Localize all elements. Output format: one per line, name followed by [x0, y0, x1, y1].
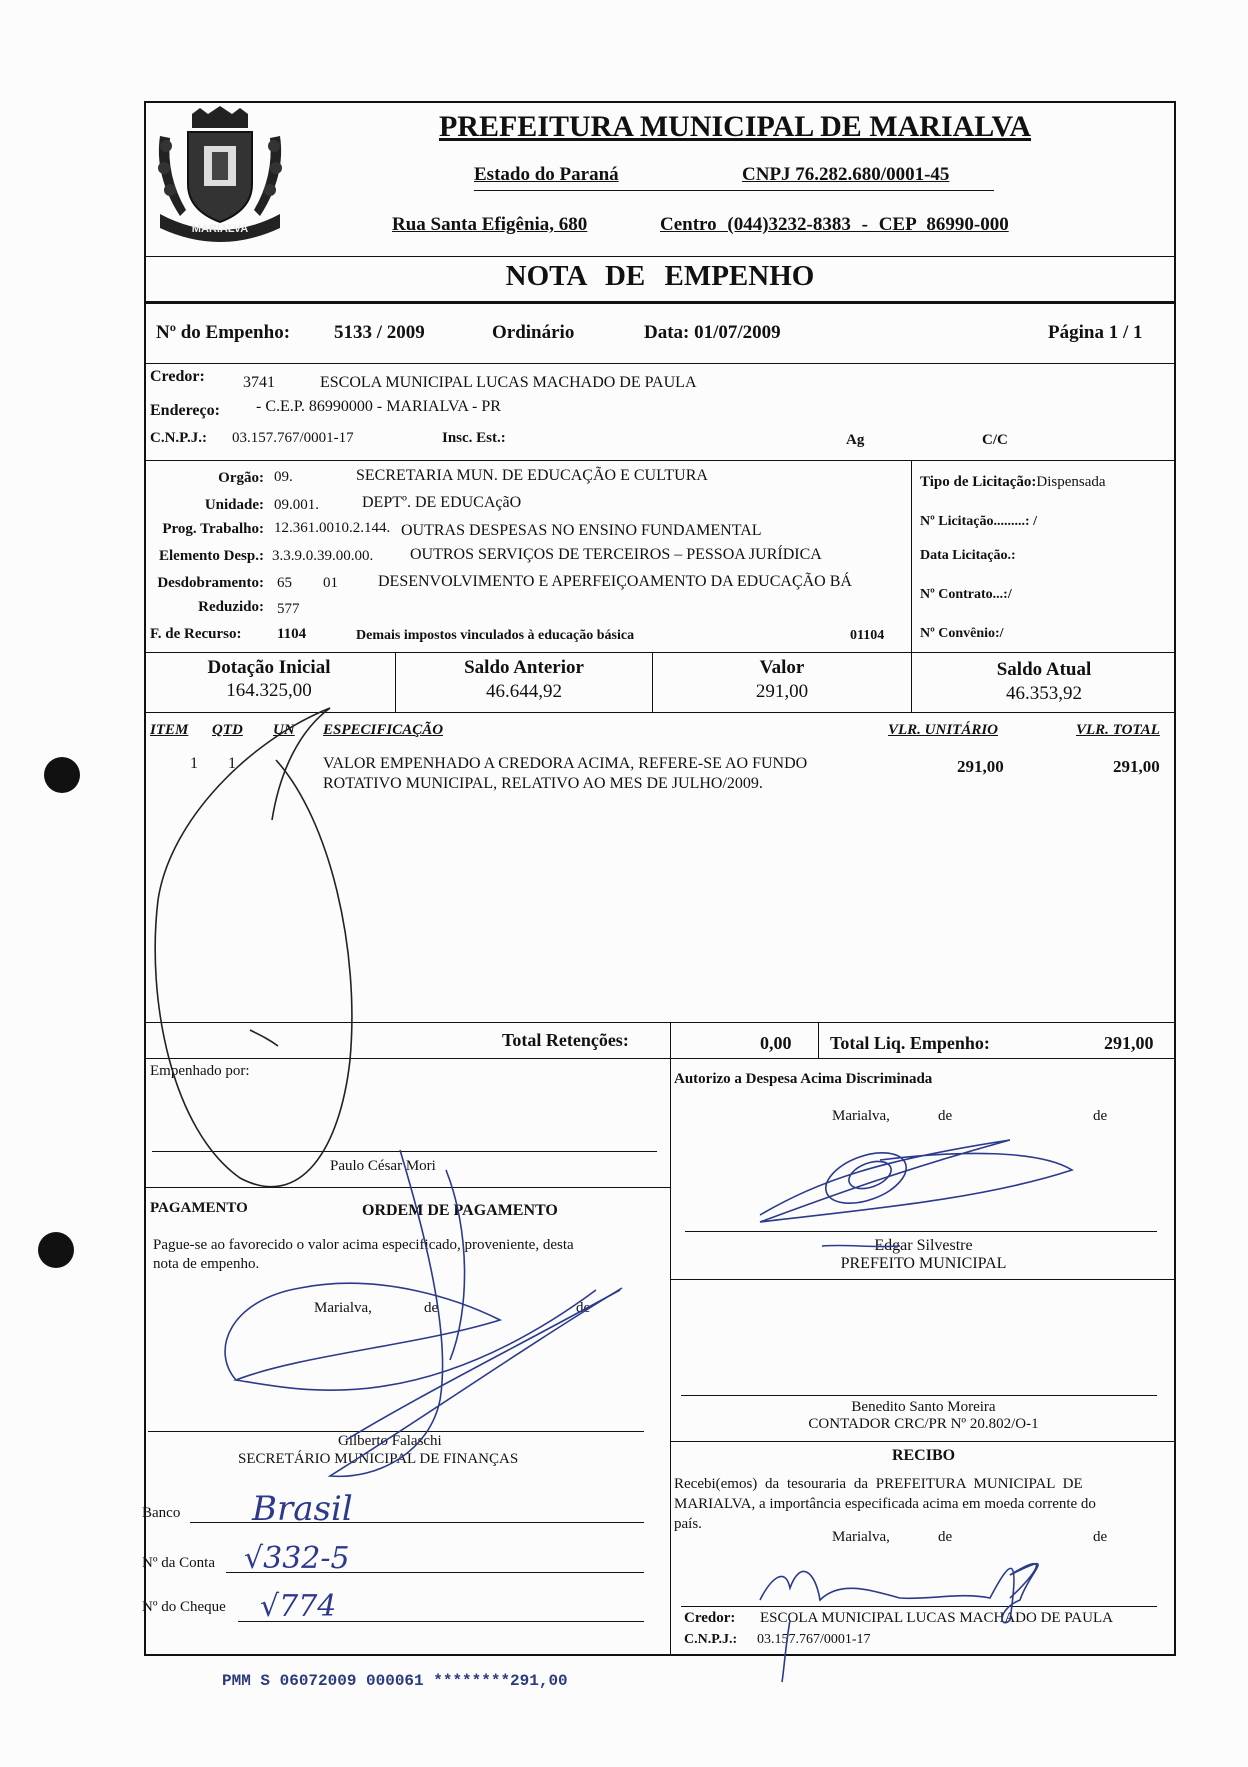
data-licitacao: Data Licitação.:: [920, 548, 1016, 563]
empenho-date: Data: 01/07/2009: [644, 322, 781, 343]
recibo-text3: país.: [674, 1516, 702, 1532]
pagamento-city: Marialva,: [314, 1300, 372, 1316]
svg-text:MARIALVA: MARIALVA: [191, 223, 249, 235]
ag-label: Ag: [846, 432, 865, 448]
num-convenio: Nº Convênio:/: [920, 626, 1004, 641]
recibo-text2: MARIALVA, a importância especificada acima em moeda corrente do: [674, 1496, 1096, 1512]
item-qtd: 1: [228, 755, 236, 772]
dotacao-value: 164.325,00: [226, 680, 312, 701]
valor-label: Valor: [759, 657, 805, 678]
num-contrato: Nº Contrato...:/: [920, 587, 1012, 602]
autorizo-label: Autorizo a Despesa Acima Discriminada: [674, 1071, 933, 1087]
doc-title: NOTA DE EMPENHO: [505, 260, 815, 292]
total-liq-value: 291,00: [1104, 1033, 1154, 1053]
orgao-name: SECRETARIA MUN. DE EDUCAÇÃO E CULTURA: [356, 467, 708, 484]
pagamento-text1: Pague-se ao favorecido o valor acima especificado, proveniente, desta: [153, 1237, 574, 1253]
prog-name: OUTRAS DESPESAS NO ENSINO FUNDAMENTAL: [401, 522, 762, 539]
desd-name: DESENVOLVIMENTO E APERFEIÇOAMENTO DA EDUCAÇÃO BÁ: [378, 573, 852, 590]
prog-label: Prog. Trabalho:: [162, 521, 264, 537]
reduzido-code: 577: [277, 601, 300, 617]
page-number: Página 1 / 1: [1048, 322, 1143, 343]
cheque-label: Nº do Cheque: [142, 1599, 226, 1615]
total-retencoes-label: Total Retenções:: [502, 1030, 629, 1050]
recibo-city: Marialva,: [832, 1529, 890, 1545]
page-title: PREFEITURA MUNICIPAL DE MARIALVA: [438, 110, 1032, 143]
municipal-crest-logo: [150, 106, 290, 254]
unidade-code: 09.001.: [274, 497, 319, 513]
credor-address: - C.E.P. 86990000 - MARIALVA - PR: [256, 398, 501, 415]
empenho-kind: Ordinário: [492, 322, 575, 343]
pagamento-label: PAGAMENTO: [150, 1200, 248, 1216]
punch-hole-top: [44, 757, 80, 793]
col-qtd: QTD: [212, 722, 243, 738]
autorizo-city: Marialva,: [832, 1108, 890, 1124]
credor-name: ESCOLA MUNICIPAL LUCAS MACHADO DE PAULA: [320, 374, 697, 391]
col-total: VLR. TOTAL: [1076, 722, 1160, 738]
empenhado-label: Empenhado por:: [150, 1063, 250, 1079]
cnpj-label: C.N.P.J.:: [150, 430, 207, 446]
conta-label: Nº da Conta: [142, 1555, 215, 1571]
recibo-cnpj-label: C.N.P.J.:: [684, 1632, 738, 1647]
unidade-label: Unidade:: [204, 497, 264, 513]
district-phone-cep: Centro (044)3232-8383 - CEP 86990-000: [660, 214, 1009, 235]
desd-code: 65: [277, 575, 292, 591]
svg-text:√332-5: √332-5: [244, 1541, 350, 1576]
insc-label: Insc. Est.:: [442, 430, 506, 446]
reduzido-label: Reduzido:: [198, 599, 264, 615]
total-liq-label: Total Liq. Empenho:: [830, 1033, 990, 1053]
recibo-title: RECIBO: [891, 1447, 956, 1464]
contador-name: Benedito Santo Moreira: [851, 1399, 996, 1415]
punch-hole-bottom: [38, 1232, 74, 1268]
recibo-credor-name: ESCOLA MUNICIPAL LUCAS MACHADO DE PAULA: [760, 1610, 1113, 1626]
ordem-pagamento-label: ORDEM DE PAGAMENTO: [362, 1202, 558, 1219]
desd-label: Desdobramento:: [157, 575, 264, 591]
elem-name: OUTROS SERVIÇOS DE TERCEIROS – PESSOA JURÍDICA: [410, 546, 822, 563]
empenhado-name: Paulo César Mori: [330, 1158, 436, 1174]
cnpj-header: CNPJ 76.282.680/0001-45: [742, 164, 950, 185]
item-unit-value: 291,00: [957, 757, 1004, 776]
pagamento-text2: nota de empenho.: [153, 1256, 260, 1272]
col-un: UN: [273, 722, 295, 738]
empenho-label: Nº do Empenho:: [156, 322, 291, 343]
col-unit: VLR. UNITÁRIO: [888, 722, 999, 738]
num-licitacao: Nº Licitação.........: /: [920, 514, 1037, 529]
empenho-number: 5133 / 2009: [334, 322, 425, 343]
recibo-cnpj: 03.157.767/0001-17: [757, 1632, 871, 1647]
orgao-label: Orgão:: [218, 470, 264, 486]
item-number: 1: [190, 755, 198, 772]
item-total-value: 291,00: [1113, 757, 1160, 776]
address-label: Rua Santa Efigênia, 680: [392, 214, 588, 235]
elem-code: 3.3.9.0.39.00.00.: [272, 548, 374, 564]
item-spec-line1: VALOR EMPENHADO A CREDORA ACIMA, REFERE-SE AO FUNDO: [323, 755, 808, 772]
credor-cnpj: 03.157.767/0001-17: [232, 430, 354, 446]
saldo-anterior-label: Saldo Anterior: [464, 657, 584, 678]
pagamento-signer: Gilberto Falaschi: [338, 1433, 442, 1449]
unidade-name: DEPTº. DE EDUCAçãO: [362, 494, 522, 511]
cc-label: C/C: [982, 432, 1008, 448]
recurso-code: 1104: [277, 626, 307, 642]
saldo-anterior-value: 46.644,92: [486, 681, 562, 702]
print-stamp: PMM S 06072009 000061 ********291,00: [222, 1672, 568, 1690]
desd-sub: 01: [323, 575, 338, 591]
recurso-name: Demais impostos vinculados à educação básica: [356, 628, 635, 643]
recibo-credor-label: Credor:: [684, 1610, 736, 1626]
autorizo-de2: de: [1093, 1108, 1108, 1124]
col-item: ITEM: [150, 722, 189, 738]
pagamento-de2: de: [576, 1300, 591, 1316]
contador-role: CONTADOR CRC/PR Nº 20.802/O-1: [808, 1416, 1039, 1432]
credor-code: 3741: [243, 374, 275, 391]
elem-label: Elemento Desp.:: [159, 548, 264, 564]
banco-label: Banco: [142, 1505, 181, 1521]
total-retencoes-value: 0,00: [760, 1033, 792, 1053]
recibo-de2: de: [1093, 1529, 1108, 1545]
pagamento-de1: de: [424, 1300, 439, 1316]
address-field-label: Endereço:: [150, 402, 220, 419]
svg-text:√774: √774: [260, 1589, 337, 1624]
tipo-licitacao: Tipo de Licitação:Dispensada: [920, 474, 1106, 490]
orgao-code: 09.: [274, 469, 293, 485]
saldo-atual-label: Saldo Atual: [996, 659, 1092, 680]
recurso-label: F. de Recurso:: [150, 626, 242, 642]
credor-label: Credor:: [150, 368, 205, 385]
prog-code: 12.361.0010.2.144.: [274, 520, 391, 536]
state-label: Estado do Paraná: [474, 164, 619, 185]
recibo-text1: Recebi(emos) da tesouraria da PREFEITURA MUNICIPAL DE: [674, 1476, 1083, 1492]
saldo-atual-value: 46.353,92: [1006, 683, 1082, 704]
autorizo-signer: Edgar Silvestre: [874, 1237, 973, 1254]
item-spec-line2: ROTATIVO MUNICIPAL, RELATIVO AO MES DE JULHO/2009.: [323, 775, 763, 792]
autorizo-role: PREFEITO MUNICIPAL: [840, 1255, 1007, 1272]
pagamento-role: SECRETÁRIO MUNICIPAL DE FINANÇAS: [238, 1451, 519, 1467]
dotacao-label: Dotação Inicial: [207, 657, 331, 678]
recurso-number: 01104: [850, 628, 885, 643]
svg-text:Brasil: Brasil: [252, 1489, 353, 1529]
col-spec: ESPECIFICAÇÃO: [323, 722, 444, 738]
recibo-de1: de: [938, 1529, 953, 1545]
autorizo-de1: de: [938, 1108, 953, 1124]
valor-value: 291,00: [755, 681, 809, 702]
